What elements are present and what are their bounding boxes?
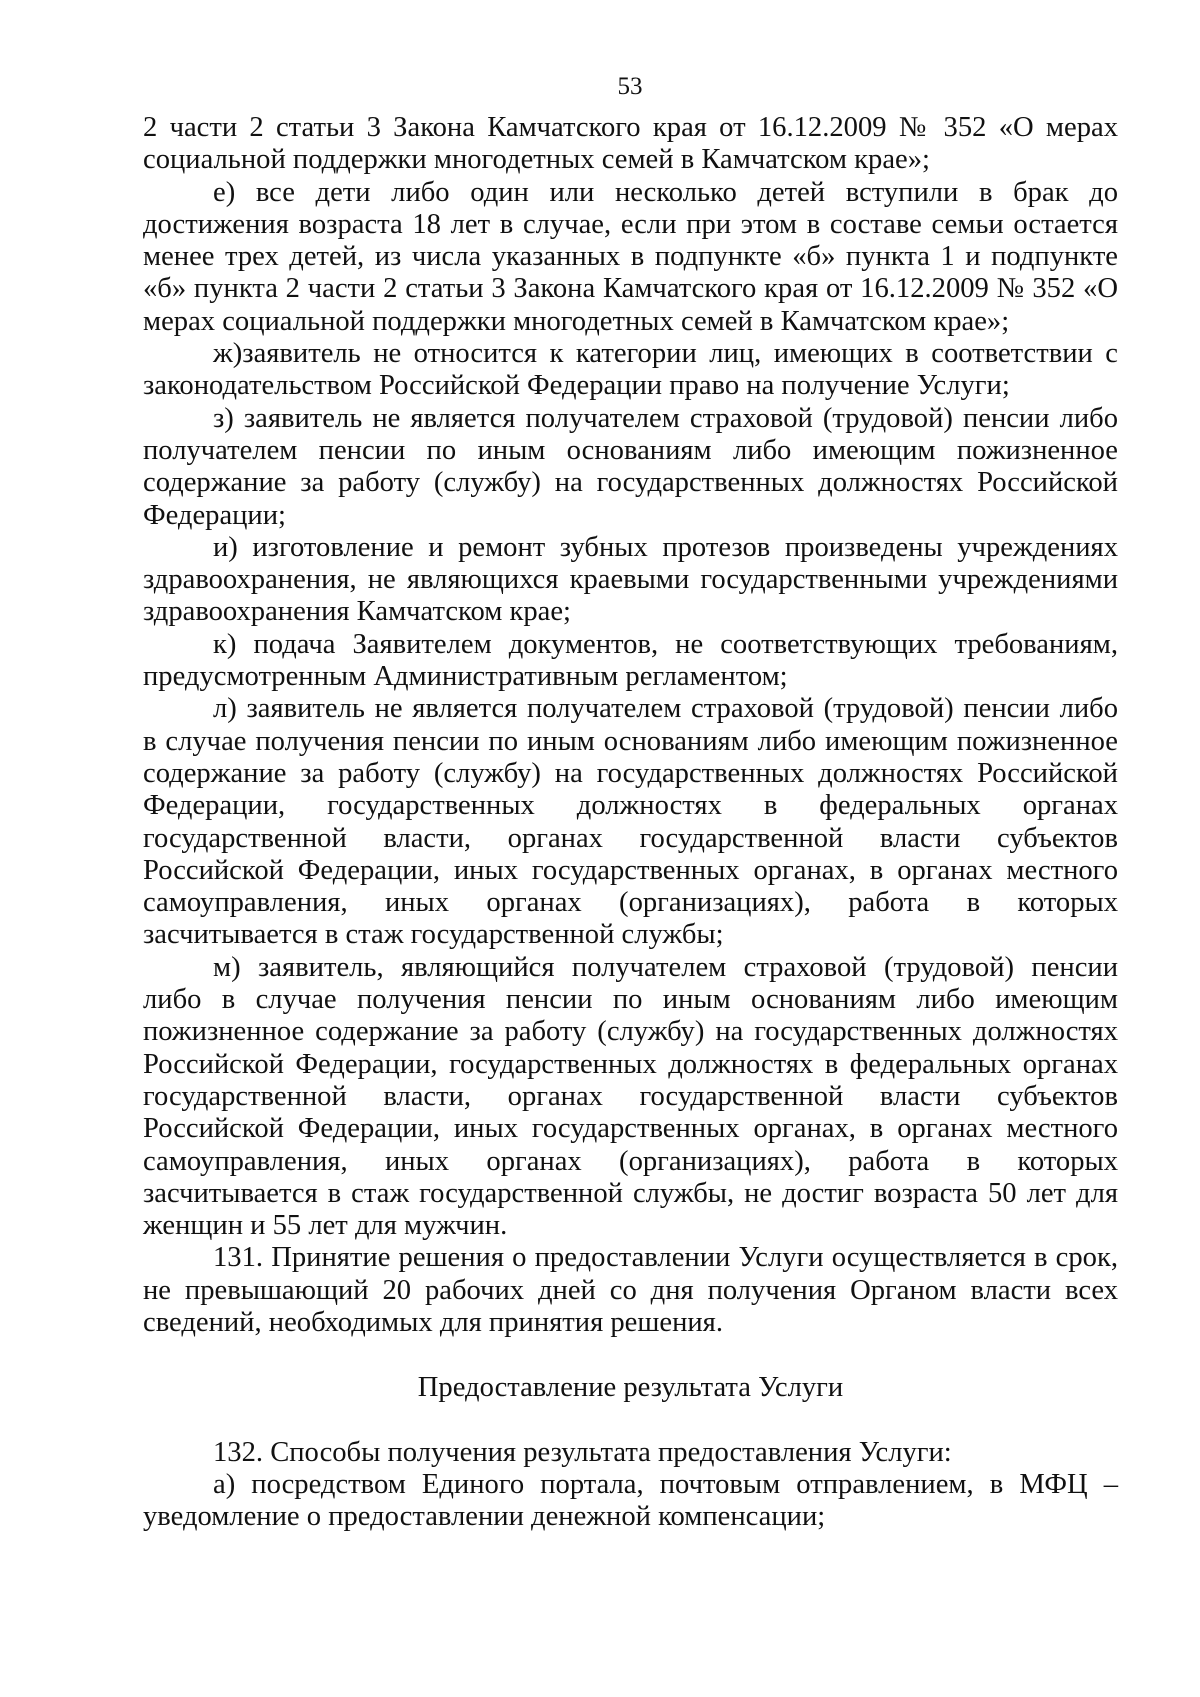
paragraph-continuation: 2 части 2 статьи 3 Закона Камчатского края от 16.12.2009 № 352 «О мерах социальной поддержки многодетных семей в Камчатском крае»; [143,112,1118,176]
paragraph-item-a: а) посредством Единого портала, почтовым отправлением, в МФЦ – уведомление о предоставлении денежной компенсации; [143,1468,1118,1533]
paragraph-item-e: е) все дети либо один или несколько детей вступили в брак до достижения возраста 18 лет в случае, если при этом в составе семьи остается менее трех детей, из числа указанных в подпункте «б» пункта 1 и подпункте «б» пункта 2 части 2 статьи 3 Закона Камчатского края от 16.12.2009 № 352 «О мерах социальной поддержки многодетных семей в Камчатском крае»; [143,176,1118,337]
paragraph-item-z: з) заявитель не является получателем страховой (трудовой) пенсии либо получателем пенсии по иным основаниям либо имеющим пожизненное содержание за работу (службу) на государственных должностях Российской Федерации; [143,402,1118,531]
paragraph-item-k: к) подача Заявителем документов, не соответствующих требованиям, предусмотренным Административным регламентом; [143,628,1118,693]
paragraph-item-m: м) заявитель, являющийся получателем страховой (трудовой) пенсии либо в случае получения пенсии по иным основаниям либо имеющим пожизненное содержание за работу (службу) на государственных должностях Российской Федерации, государственных должностях в федеральных органах государственной власти, органах государственной власти субъектов Российской Федерации, иных государственных органах, в органах местного самоуправления, иных органах (организациях), работа в которых засчитывается в стаж государственной службы, не достиг возраста 50 лет для женщин и 55 лет для мужчин. [143,951,1118,1242]
paragraph-131: 131. Принятие решения о предоставлении Услуги осуществляется в срок, не превышающий 20 рабочих дней со дня получения Органом власти всех сведений, необходимых для принятия решения. [143,1242,1118,1338]
document-body [143,112,1118,1533]
paragraph-item-zh: ж)заявитель не относится к категории лиц, имеющих в соответствии с законодательством Российской Федерации право на получение Услуги; [143,338,1118,402]
paragraph-132: 132. Способы получения результата предоставления Услуги: [213,1436,952,1468]
page-number: 53 [617,73,643,100]
section-heading: Предоставление результата Услуги [417,1372,844,1404]
paragraph-item-i: и) изготовление и ремонт зубных протезов произведены учреждениях здравоохранения, не являющихся краевыми государственными учреждениями здравоохранения Камчатском крае; [143,531,1118,628]
paragraph-item-l: л) заявитель не является получателем страховой (трудовой) пенсии либо в случае получения пенсии по иным основаниям либо имеющим пожизненное содержание за работу (службу) на государственных должностях Российской Федерации, государственных должностях в федеральных органах государственной власти, органах государственной власти субъектов Российской Федерации, иных государственных органах, в органах местного самоуправления, иных органах (организациях), работа в которых засчитывается в стаж государственной службы; [143,693,1118,951]
